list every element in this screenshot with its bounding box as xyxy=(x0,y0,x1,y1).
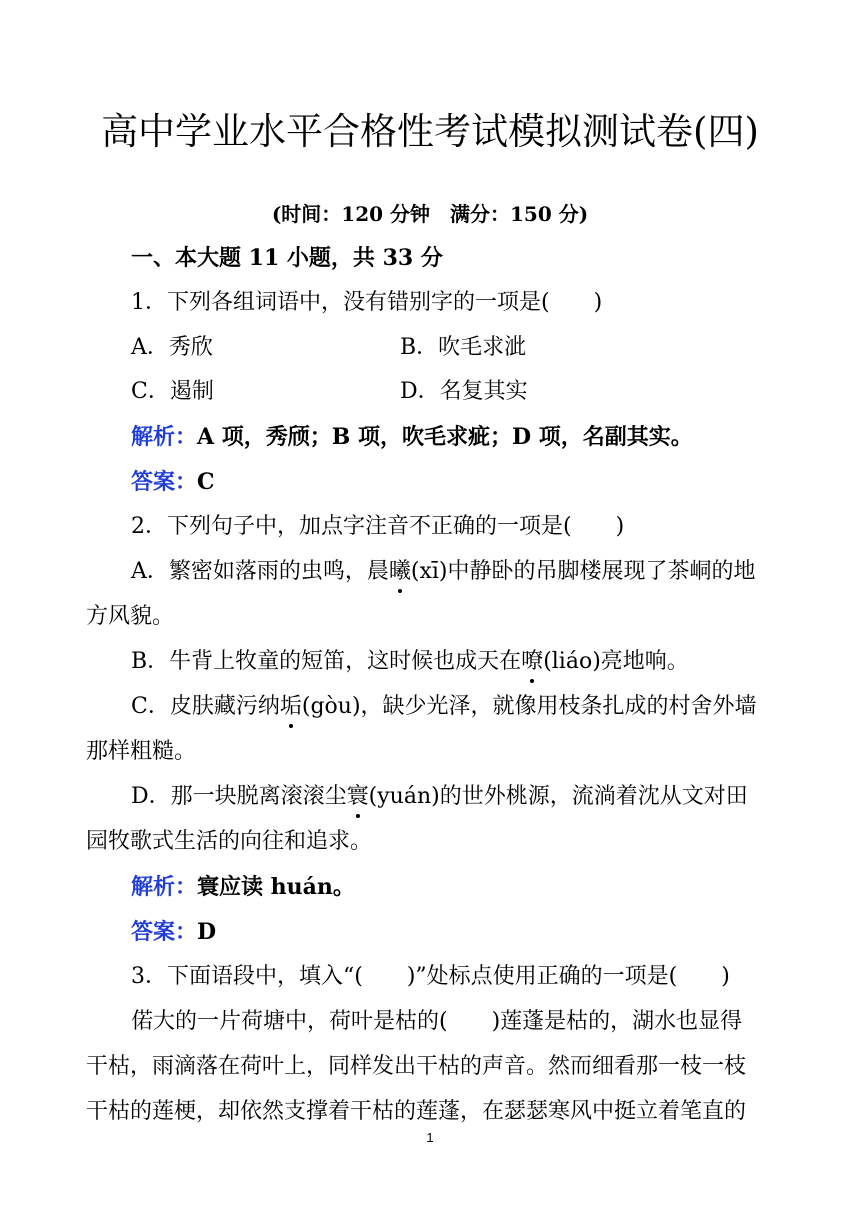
q2-option-d-line2: 园牧歌式生活的向往和追求。 xyxy=(86,829,373,854)
q2-b-text-rest: (liáo)亮地响。 xyxy=(543,649,689,674)
q3-passage-line2: 干枯，雨滴落在荷叶上，同样发出干枯的声音。然而细看那一枝一枝 xyxy=(86,1054,747,1079)
q2-c-text-rest: (gòu)，缺少光泽，就像用枝条扎成的村舍外墙 xyxy=(301,694,757,719)
section-heading: 一、本大题 11 小题，共 33 分 xyxy=(131,245,443,271)
q2-stem: 2．下列句子中，加点字注音不正确的一项是( ) xyxy=(131,514,625,539)
answer-label: 答案： xyxy=(131,469,198,495)
q2-d-dotted-char: 寰 xyxy=(347,782,369,812)
q1-analysis-text: A 项，秀颀；B 项，吹毛求疵；D 项，名副其实。 xyxy=(197,424,693,450)
q1-option-d: D．名复其实 xyxy=(400,379,528,404)
q2-option-a-line2: 方风貌。 xyxy=(86,604,175,629)
q2-d-text-rest: (yuán)的世外桃源，流淌着沈从文对田 xyxy=(368,784,748,809)
q2-c-text: C．皮肤藏污纳 xyxy=(131,694,280,719)
q2-b-dotted-char: 嘹 xyxy=(521,647,543,677)
q1-analysis xyxy=(131,422,821,453)
q2-a-dotted-char: 曦 xyxy=(389,557,411,587)
q2-option-c xyxy=(131,692,821,722)
q1-option-c xyxy=(131,377,821,407)
q1-option-a-text: A．秀欣 xyxy=(131,335,213,360)
q2-analysis-text: 寰应读 huán。 xyxy=(197,874,355,900)
q1-answer-text: C xyxy=(197,469,215,495)
q2-answer-text: D xyxy=(197,919,217,945)
q2-c-dotted-char: 垢 xyxy=(280,692,302,722)
page-number: 1 xyxy=(426,1130,434,1145)
q2-a-text: A．繁密如落雨的虫鸣，晨 xyxy=(131,559,389,584)
q2-analysis xyxy=(131,872,821,903)
page-title: 高中学业水平合格性考试模拟测试卷(四) xyxy=(101,110,759,153)
q3-passage-line3: 干枯的莲梗，却依然支撑着干枯的莲蓬，在瑟瑟寒风中挺立着笔直的 xyxy=(86,1099,747,1124)
exam-info: (时间：120 分钟 满分：150 分) xyxy=(271,202,589,226)
q2-option-b xyxy=(131,647,821,677)
q1-answer xyxy=(131,467,821,498)
q2-option-d xyxy=(131,782,821,812)
q3-stem: 3．下面语段中，填入“( )”处标点使用正确的一项是( ) xyxy=(131,964,730,989)
q2-answer xyxy=(131,917,821,948)
q2-a-text-rest: (xī)中静卧的吊脚楼展现了茶峒的地 xyxy=(410,559,756,584)
q1-option-a xyxy=(131,333,821,363)
analysis-label: 解析： xyxy=(131,424,198,450)
analysis-label: 解析： xyxy=(131,874,198,900)
q2-option-c-line2: 那样粗糙。 xyxy=(86,739,197,764)
q2-option-a xyxy=(131,557,821,587)
q2-b-text: B．牛背上牧童的短笛，这时候也成天在 xyxy=(131,649,522,674)
q1-option-b: B．吹毛求泚 xyxy=(400,335,527,360)
q3-passage-line1: 偌大的一片荷塘中，荷叶是枯的( )莲蓬是枯的，湖水也显得 xyxy=(131,1009,743,1034)
q1-option-c-text: C．遏制 xyxy=(131,379,214,404)
q2-d-text: D．那一块脱离滚滚尘 xyxy=(131,784,347,809)
q1-stem: 1．下列各组词语中，没有错别字的一项是( ) xyxy=(131,290,603,315)
answer-label: 答案： xyxy=(131,919,198,945)
